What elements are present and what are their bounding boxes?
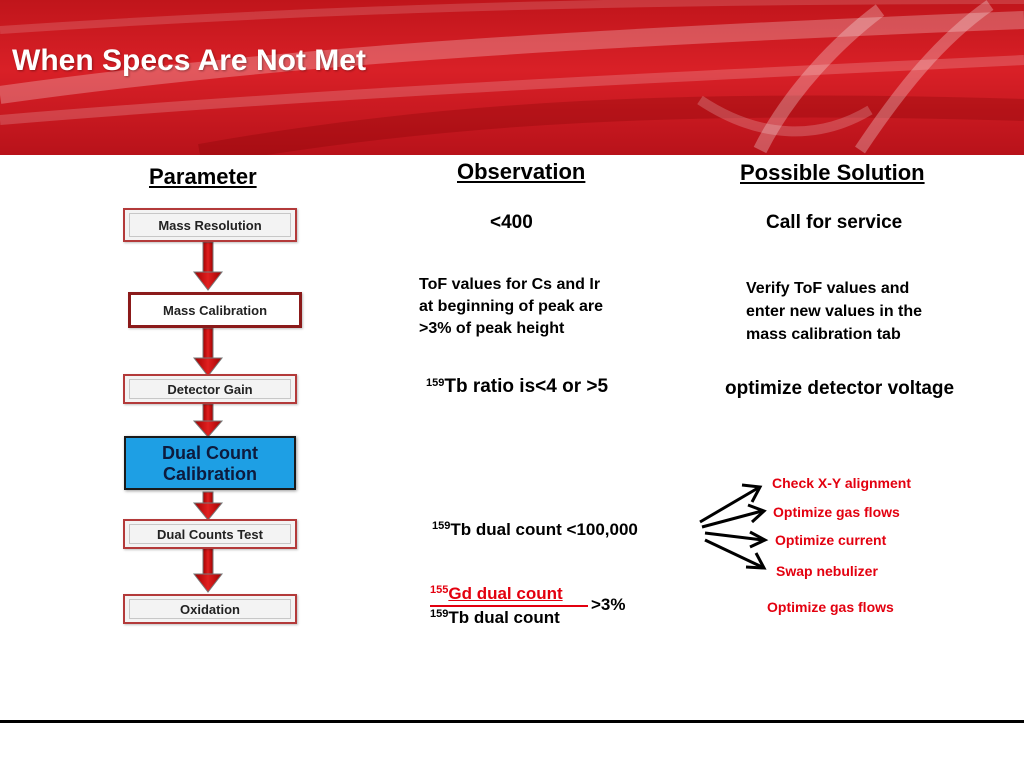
row5-threshold: >3% — [591, 595, 626, 614]
row1-observation: <400 — [490, 212, 533, 233]
row5-denominator: $^{159}$Tb dual count — [430, 608, 560, 627]
header-banner — [0, 0, 1024, 155]
parameter-column-header: Parameter — [149, 164, 257, 189]
row2-solution: Verify ToF values and enter new values in the mass calibration tab — [746, 280, 923, 343]
row5-numerator: $^{155}$Gd dual count — [430, 584, 563, 603]
row1-solution: Call for service — [766, 212, 903, 233]
row3-solution: optimize detector voltage — [725, 378, 955, 399]
flow-arrow-1 — [194, 242, 222, 290]
step-mass-resolution: Mass Resolution — [123, 208, 297, 242]
footer-divider — [0, 720, 1024, 723]
flow-arrow-5 — [194, 548, 222, 592]
row5-solution: Optimize gas flows — [767, 599, 894, 615]
row4-solution-xy-alignment: Check X-Y alignment — [772, 475, 912, 491]
slide-title: When Specs Are Not Met — [12, 44, 366, 77]
step-dual-counts-test: Dual Counts Test — [123, 519, 297, 549]
row4-solution-current: Optimize current — [775, 532, 887, 548]
row3-observation: $^{159}$Tb ratio is<4 or >5 — [426, 376, 609, 397]
step-dual-count-calibration: Dual Count Calibration — [124, 436, 296, 490]
flow-arrow-4 — [194, 492, 222, 520]
row4-solution-gas-flows: Optimize gas flows — [773, 504, 900, 520]
step-detector-gain: Detector Gain — [123, 374, 297, 404]
solution-column-header: Possible Solution — [740, 160, 925, 185]
row4-solution-nebulizer: Swap nebulizer — [776, 563, 878, 579]
step-mass-calibration: Mass Calibration — [128, 292, 302, 328]
flow-arrow-2 — [194, 328, 222, 376]
row4-observation: $^{159}$Tb dual count <100,000 — [432, 520, 638, 539]
observation-column-header: Observation — [457, 159, 586, 184]
row2-observation: ToF values for Cs and Ir at beginning of peak are >3% of peak height — [419, 276, 604, 337]
flow-arrow-3 — [194, 404, 222, 437]
step-oxidation: Oxidation — [123, 594, 297, 624]
branch-arrows — [700, 485, 765, 568]
